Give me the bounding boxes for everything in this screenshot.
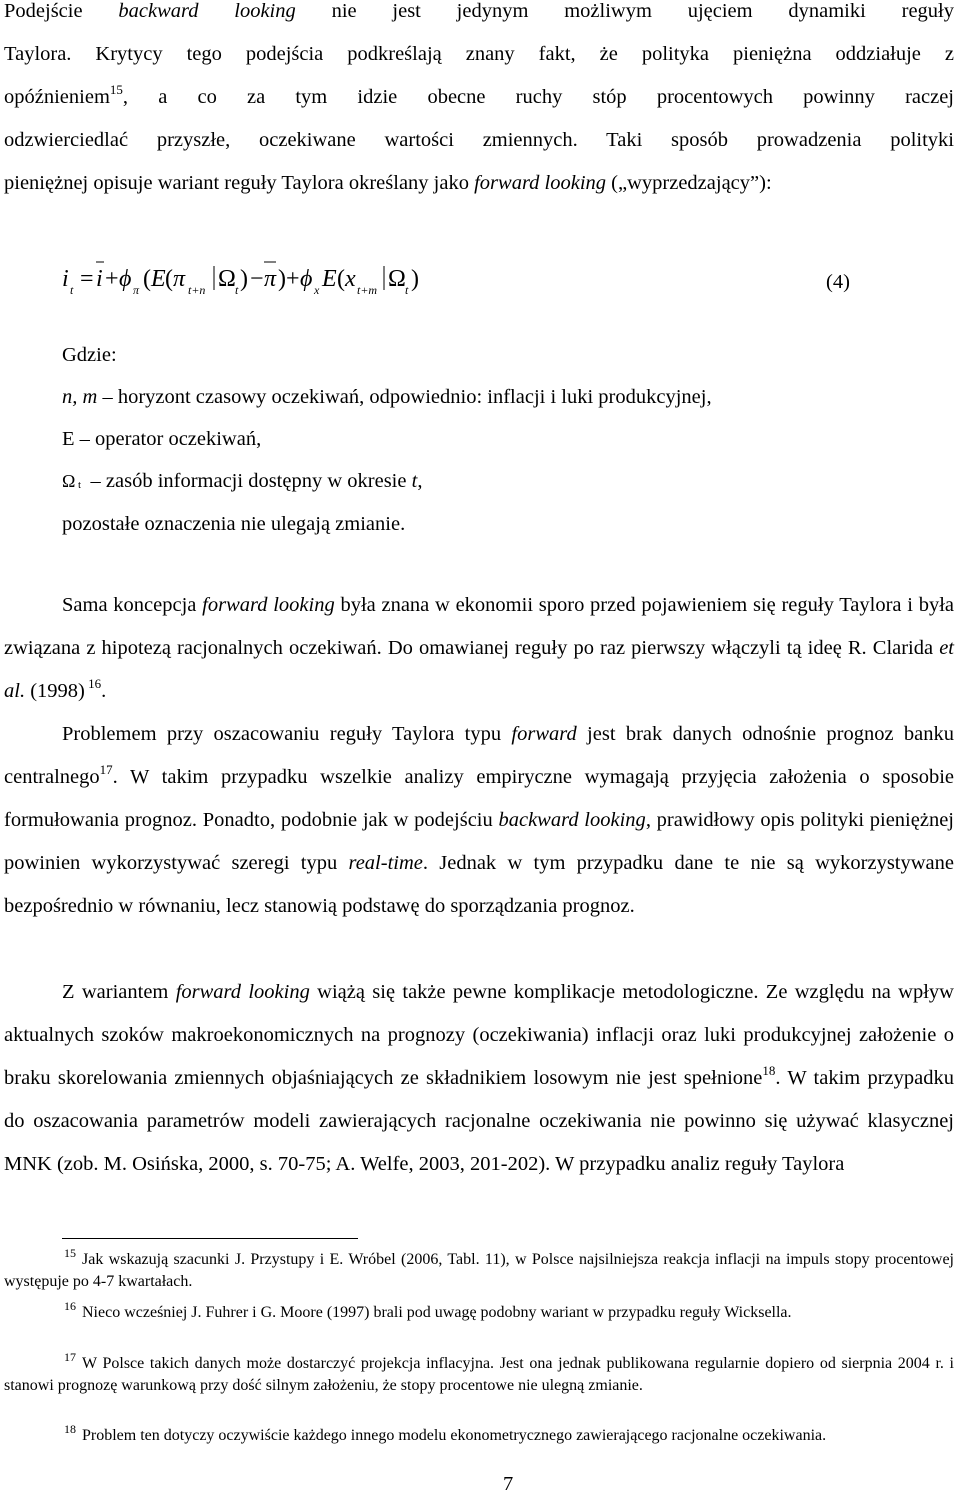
svg-text:i: i: [62, 266, 69, 292]
svg-text:E: E: [151, 266, 166, 292]
paragraph-z-wariantem: Z wariantem forward looking wiążą się także pewne komplikacje metodologiczne. Ze względu na wpływ aktualnych szoków makroekonomicznych na prognozy (oczekiwania) inflacji oraz luki produkcyjnej założenie o braku skorelowania zmiennych objaśniających ze składnikiem losowym nie jest spełnione$^{18}$. W takim przypadku do oszacowania parametrów modeli zawierających racjonalne oczekiwania nie powinno się używać klasycznej MNK (zob. M. Osińska, 2000, s. 70-75; A. Welfe, 2003, 201-202). W przypadku analiz reguły Taylora: [4, 981, 954, 1175]
svg-text:π: π: [173, 266, 186, 292]
svg-text:ϕ: ϕ: [300, 266, 313, 292]
svg-text:−: −: [250, 266, 264, 292]
svg-text:Ω: Ω: [218, 266, 236, 292]
definition-e: E – operator oczekiwań,: [62, 428, 262, 450]
definition-n-m: n, m – horyzont czasowy oczekiwań, odpowiednio: inflacji i luki produkcyjnej,: [62, 386, 712, 408]
definition-rest: pozostałe oznaczenia nie ulegają zmianie.: [62, 513, 406, 535]
footnote-17: $^{17}$ W Polsce takich danych może dostarczyć projekcja inflacyjna. Jest ona jednak publikowana regularnie dopiero od sierpnia 2004 r. i stanowi prognozę warunkową przy dość silnym założeniu, że stopy procentowe nie ulegną zmianie.: [4, 1349, 954, 1394]
svg-text:+: +: [105, 266, 119, 292]
svg-text:): ): [240, 266, 248, 292]
svg-text:ϕ: ϕ: [119, 266, 132, 292]
svg-text:(: (: [337, 266, 345, 292]
footnote-16: $^{16}$ Nieco wcześniej J. Fuhrer i G. Moore (1997) brali pod uwagę podobny wariant w przypadku reguły Wicksella.: [64, 1298, 792, 1321]
footnote-18: $^{18}$ Problem ten dotyczy oczywiście każdego innego modelu ekonometrycznego zawierającego racjonalne oczekiwania.: [64, 1421, 827, 1444]
svg-text:t: t: [70, 283, 74, 297]
paragraph-sama-koncepcja: Sama koncepcja forward looking była znana w ekonomii sporo przed pojawieniem się reguły Taylora i była związana z hipotezą racjonalnych oczekiwań. Do omawianej reguły po raz pierwszy włączyli tą ideę R. Clarida et al. (1998) $^{16}$.: [4, 594, 955, 702]
svg-text:Ω: Ω: [388, 266, 406, 292]
footnote-separator: [62, 1238, 358, 1239]
svg-text:E: E: [322, 266, 337, 292]
equation-number: (4): [826, 271, 850, 293]
svg-text:i: i: [96, 266, 103, 292]
svg-text:): ): [411, 266, 419, 292]
page-number: 7: [503, 1473, 514, 1495]
svg-text:=: =: [80, 266, 94, 292]
svg-text:t: t: [405, 283, 409, 297]
svg-text:t: t: [235, 283, 239, 297]
svg-text:): ): [278, 266, 286, 292]
svg-text:t+m: t+m: [357, 283, 378, 297]
where-label: Gdzie:: [62, 344, 117, 366]
taylor-equation: [58, 256, 858, 306]
svg-text:t+n: t+n: [188, 283, 206, 297]
intro-line-3: opóźnieniem$^{15}$, a co za tym idzie obecne ruchy stóp procentowych powinny raczej: [4, 81, 954, 108]
svg-text:π: π: [133, 283, 140, 297]
svg-text:(: (: [165, 266, 173, 292]
intro-line-2: Taylora. Krytycy tego podejścia podkreślają znany fakt, że polityka pieniężna oddziałuje z: [4, 43, 954, 65]
intro-line-1: Podejście backward looking nie jest jedynym możliwym ujęciem dynamiki reguły: [4, 0, 954, 22]
intro-line-5: pieniężnej opisuje wariant reguły Taylora określany jako forward looking („wyprzedzający”):: [4, 172, 772, 194]
definition-omega: Ω t – zasób informacji dostępny w okresie t,: [62, 470, 423, 492]
svg-text:(: (: [143, 266, 151, 292]
omega-symbol: Ω t: [62, 471, 82, 491]
svg-text:x: x: [314, 283, 320, 297]
svg-text:x: x: [345, 266, 356, 292]
footnote-15: $^{15}$ Jak wskazują szacunki J. Przystupy i E. Wróbel (2006, Tabl. 11), w Polsce najsilniejsza reakcja inflacji na impuls stopy procentowej występuje po 4-7 kwartałach.: [4, 1245, 954, 1290]
paragraph-problemem: Problemem przy oszacowaniu reguły Taylora typu forward jest brak danych odnośnie prognoz banku centralnego$^{17}$. W takim przypadku wszelkie analizy empiryczne wymagają przyjęcia założenia o sposobie formułowania prognoz. Ponadto, podobnie jak w podejściu backward looking, prawidłowy opis polityki pieniężnej powinien wykorzystywać szeregi typu real-time. Jednak w tym przypadku dane te nie są wykorzystywane bezpośrednio w równaniu, lecz stanowią podstawę do sporządzania prognoz.: [4, 723, 954, 917]
svg-text:+: +: [286, 266, 300, 292]
svg-text:π: π: [264, 266, 277, 292]
intro-line-4: odzwierciedlać przyszłe, oczekiwane wartości zmiennych. Taki sposób prowadzenia polityki: [4, 129, 954, 151]
